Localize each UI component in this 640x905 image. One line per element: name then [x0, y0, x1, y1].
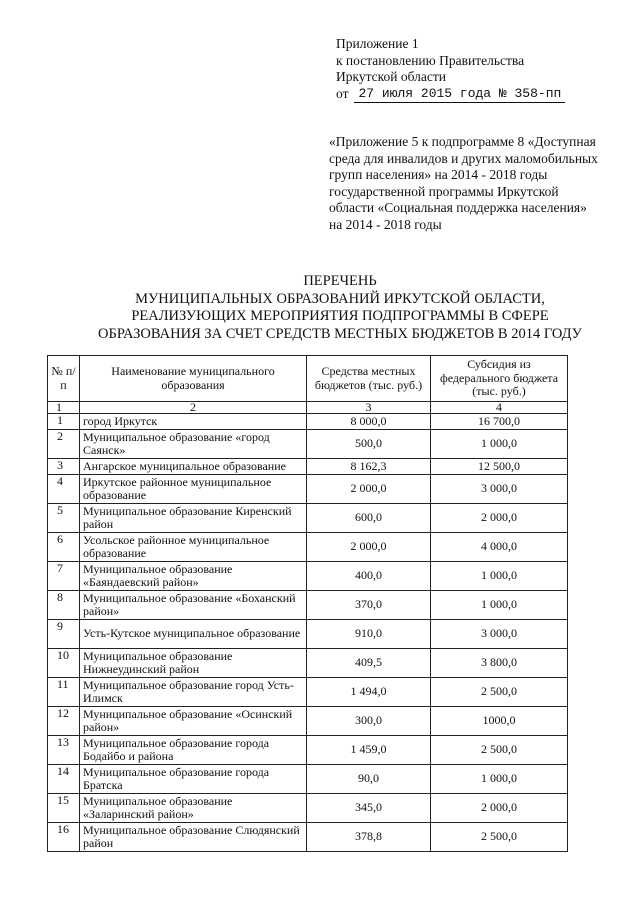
- header-local: Средства местных бюджетов (тыс. руб.): [307, 356, 431, 402]
- appendix-1-header: [336, 36, 565, 103]
- table-header-row: [48, 356, 568, 402]
- row-federal: 4 000,0: [431, 533, 568, 562]
- row-federal: 2 000,0: [431, 794, 568, 823]
- table-row: [48, 430, 568, 459]
- title-line2: МУНИЦИПАЛЬНЫХ ОБРАЗОВАНИЙ ИРКУТСКОЙ ОБЛАСТИ,: [135, 290, 545, 307]
- row-federal: 2 000,0: [431, 504, 568, 533]
- row-name: Муниципальное образование Слюдянский район: [80, 823, 307, 852]
- row-federal: 1 000,0: [431, 430, 568, 459]
- table-row: [48, 475, 568, 504]
- table-row: [48, 414, 568, 430]
- municipalities-table: [47, 355, 568, 852]
- decree-line: [336, 86, 565, 104]
- table-row: [48, 533, 568, 562]
- row-number: 9: [48, 620, 80, 649]
- row-local: 345,0: [307, 794, 431, 823]
- row-local: 1 459,0: [307, 736, 431, 765]
- column-number: 2: [80, 402, 307, 414]
- row-number: 12: [48, 707, 80, 736]
- row-local: 409,5: [307, 649, 431, 678]
- appendix-1-line1: Приложение 1: [336, 36, 419, 51]
- row-local: 2 000,0: [307, 533, 431, 562]
- row-local: 600,0: [307, 504, 431, 533]
- row-number: 16: [48, 823, 80, 852]
- row-number: 1: [48, 414, 80, 430]
- row-name: город Иркутск: [80, 414, 307, 430]
- row-number: 14: [48, 765, 80, 794]
- row-number: 8: [48, 591, 80, 620]
- column-number: 4: [431, 402, 568, 414]
- row-federal: 3 800,0: [431, 649, 568, 678]
- row-local: 910,0: [307, 620, 431, 649]
- row-number: 6: [48, 533, 80, 562]
- decree-date: 27 июля 2015 года № 358-пп: [354, 86, 565, 104]
- row-name: Муниципальное образование «Боханский район»: [80, 591, 307, 620]
- appendix-1-line2: к постановлению Правительства: [336, 52, 525, 68]
- appendix-1-line3: Иркутской области: [336, 69, 447, 84]
- row-name: Муниципальное образование города Бодайбо и района: [80, 736, 307, 765]
- row-number: 5: [48, 504, 80, 533]
- table-row: [48, 591, 568, 620]
- row-name: Муниципальное образование Нижнеудинский район: [80, 649, 307, 678]
- row-name: Муниципальное образование Киренский район: [80, 504, 307, 533]
- table-row: [48, 707, 568, 736]
- row-local: 378,8: [307, 823, 431, 852]
- row-federal: 12 500,0: [431, 459, 568, 475]
- row-local: 400,0: [307, 562, 431, 591]
- column-number-row: [48, 402, 568, 414]
- row-federal: 1 000,0: [431, 765, 568, 794]
- row-number: 3: [48, 459, 80, 475]
- row-name: Усть-Кутское муниципальное образование: [80, 620, 307, 649]
- row-number: 15: [48, 794, 80, 823]
- title-line1: ПЕРЕЧЕНЬ: [303, 273, 377, 289]
- header-name: Наименование муниципального образования: [80, 356, 307, 402]
- table-row: [48, 678, 568, 707]
- table-row: [48, 620, 568, 649]
- row-local: 8 162,3: [307, 459, 431, 475]
- appendix-5-header: «Приложение 5 к подпрограмме 8 «Доступная среда для инвалидов и других маломобильных групп населения» на 2014 - 2018 годы государственной программы Иркутской области «Социальная поддержка населения» на 2014 - 2018 годы: [329, 134, 598, 232]
- title-line3: РЕАЛИЗУЮЩИХ МЕРОПРИЯТИЯ ПОДПРОГРАММЫ В СФЕРЕ: [131, 308, 549, 324]
- row-local: 300,0: [307, 707, 431, 736]
- row-name: Муниципальное образование «Заларинский район»: [80, 794, 307, 823]
- row-number: 11: [48, 678, 80, 707]
- row-local: 90,0: [307, 765, 431, 794]
- row-name: Муниципальное образование «Баяндаевский район»: [80, 562, 307, 591]
- row-local: 500,0: [307, 430, 431, 459]
- row-federal: 2 500,0: [431, 678, 568, 707]
- row-name: Муниципальное образование «город Саянск»: [80, 430, 307, 459]
- row-number: 10: [48, 649, 80, 678]
- row-name: Ангарское муниципальное образование: [80, 459, 307, 475]
- row-federal: 1 000,0: [431, 591, 568, 620]
- row-number: 2: [48, 430, 80, 459]
- table-row: [48, 736, 568, 765]
- column-number: 1: [48, 402, 80, 414]
- row-number: 13: [48, 736, 80, 765]
- row-federal: 3 000,0: [431, 620, 568, 649]
- title-line4: ОБРАЗОВАНИЯ ЗА СЧЕТ СРЕДСТВ МЕСТНЫХ БЮДЖЕТОВ В 2014 ГОДУ: [98, 325, 582, 342]
- document-title: [40, 273, 640, 343]
- row-federal: 2 500,0: [431, 736, 568, 765]
- table-row: [48, 794, 568, 823]
- row-federal: 1000,0: [431, 707, 568, 736]
- row-name: Муниципальное образование города Братска: [80, 765, 307, 794]
- table-row: [48, 562, 568, 591]
- row-federal: 16 700,0: [431, 414, 568, 430]
- table-row: [48, 649, 568, 678]
- table-row: [48, 459, 568, 475]
- row-federal: 1 000,0: [431, 562, 568, 591]
- table-row: [48, 823, 568, 852]
- decree-prefix: от: [336, 85, 349, 101]
- header-federal: Субсидия из федерального бюджета (тыс. руб.): [431, 356, 568, 402]
- row-name: Иркутское районное муниципальное образование: [80, 475, 307, 504]
- row-federal: 3 000,0: [431, 475, 568, 504]
- column-number: 3: [307, 402, 431, 414]
- header-num: № п/п: [48, 356, 80, 402]
- row-number: 4: [48, 475, 80, 504]
- row-local: 2 000,0: [307, 475, 431, 504]
- row-local: 1 494,0: [307, 678, 431, 707]
- row-local: 370,0: [307, 591, 431, 620]
- row-federal: 2 500,0: [431, 823, 568, 852]
- row-local: 8 000,0: [307, 414, 431, 430]
- table-row: [48, 504, 568, 533]
- row-number: 7: [48, 562, 80, 591]
- row-name: Муниципальное образование город Усть-Илимск: [80, 678, 307, 707]
- row-name: Усольское районное муниципальное образование: [80, 533, 307, 562]
- row-name: Муниципальное образование «Осинский район»: [80, 707, 307, 736]
- table-row: [48, 765, 568, 794]
